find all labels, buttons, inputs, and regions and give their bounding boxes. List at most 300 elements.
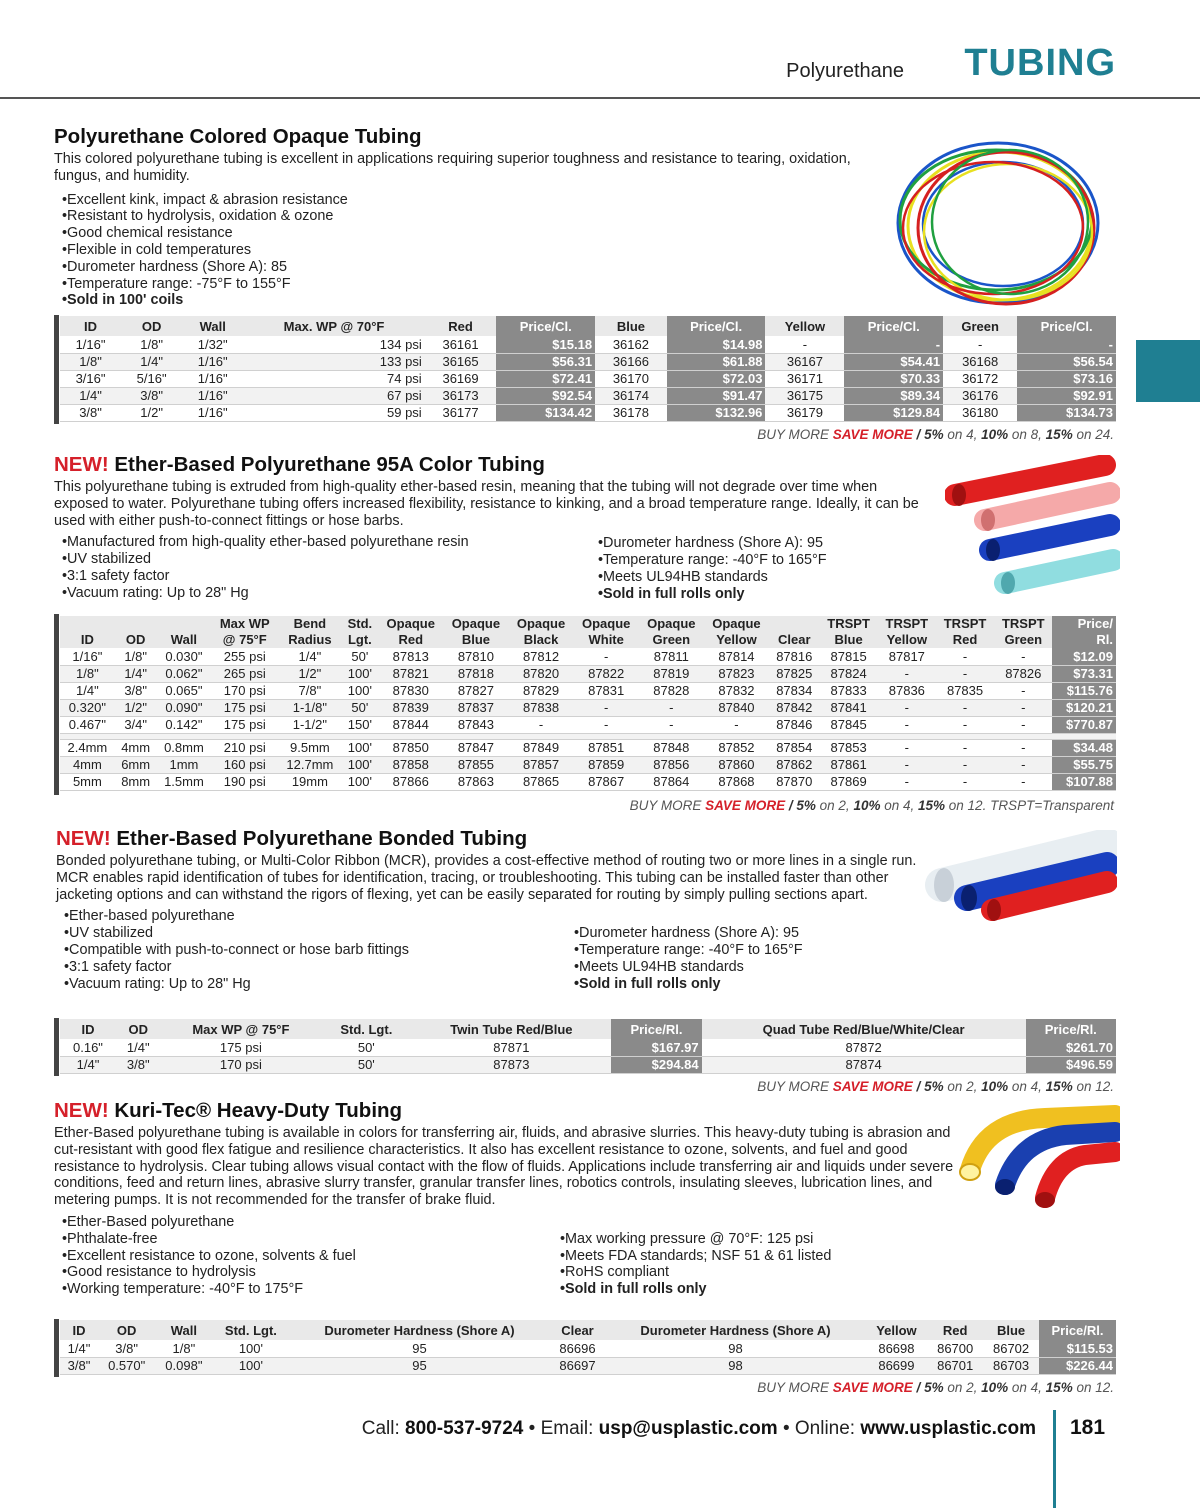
table-cell: - [878, 716, 936, 733]
table-cell: 1/4" [278, 648, 341, 665]
column-header: ID [60, 1019, 116, 1039]
table-cell: 87816 [769, 648, 819, 665]
table-cell: 87811 [639, 648, 704, 665]
table-cell: 1/4" [60, 387, 121, 404]
table-cell: 1/16" [60, 648, 115, 665]
table-cell: - [994, 739, 1052, 756]
table-cell: $120.21 [1052, 699, 1116, 716]
table-cell: 1/8" [115, 648, 157, 665]
table-cell: 175 psi [161, 1039, 322, 1056]
feature-list-right [560, 1231, 831, 1298]
table-cell: 1/8" [60, 353, 121, 370]
table-cell: 87855 [443, 756, 508, 773]
table-cell: $132.96 [667, 404, 766, 421]
table-cell: 87871 [411, 1039, 611, 1056]
table-cell: 1/16" [182, 404, 243, 421]
column-header: Price/Cl. [667, 316, 766, 336]
table-cell: 3/16" [60, 370, 121, 387]
promo-text-bold: 5% [924, 1380, 944, 1395]
column-header: Price/Rl. [1039, 1320, 1116, 1340]
table-cell: 1-1/8" [278, 699, 341, 716]
table-row [60, 716, 1116, 733]
feature-list [62, 192, 884, 310]
promo-text: on 12. TRSPT=Transparent [945, 798, 1114, 813]
column-header-top: Bend [278, 616, 341, 631]
table-cell: 86696 [550, 1340, 606, 1357]
promo-text-bold: / [785, 798, 797, 813]
column-header-top [115, 616, 157, 631]
table-cell: $73.16 [1017, 370, 1116, 387]
table-cell: $261.70 [1026, 1039, 1116, 1056]
bullet-item: • Temperature range: -40°F to 165°F [598, 552, 827, 569]
table-cell: - [878, 739, 936, 756]
promo-text-bold: 15% [1045, 1380, 1073, 1395]
page-subtitle: Polyurethane [786, 60, 904, 82]
table-cell: 74 psi [243, 370, 424, 387]
table-cell: 175 psi [211, 716, 278, 733]
table-cell: 87828 [639, 682, 704, 699]
column-header: Blue [443, 631, 508, 648]
table-cell: 87830 [378, 682, 443, 699]
table-cell: 0.8mm [157, 739, 212, 756]
table-cell: 87832 [704, 682, 769, 699]
table-cell: 98 [605, 1357, 865, 1374]
table-cell: $55.75 [1052, 756, 1116, 773]
promo-text: BUY MORE [757, 427, 833, 442]
table-cell: 87818 [443, 665, 508, 682]
table-cell: 87864 [639, 773, 704, 790]
table-cell: 1/32" [182, 336, 243, 353]
bullet-item: • Working temperature: -40°F to 175°F [62, 1281, 552, 1298]
column-header: Yellow [878, 631, 936, 648]
promo-text: on 4, [1008, 1380, 1046, 1395]
table-cell: 87847 [443, 739, 508, 756]
table-cell: 87825 [769, 665, 819, 682]
table-cell: 87829 [508, 682, 573, 699]
bullet-item: • Meets FDA standards; NSF 51 & 61 listed [560, 1248, 831, 1265]
table-cell: 87867 [574, 773, 639, 790]
bullet-item: • UV stabilized [64, 925, 566, 942]
promo-text: on 2, [943, 1079, 982, 1094]
column-header: Quad Tube Red/Blue/White/Clear [702, 1019, 1026, 1039]
section-title-text: Ether-Based Polyurethane 95A Color Tubing [108, 453, 545, 476]
table-cell: $115.53 [1039, 1340, 1116, 1357]
column-header: Max WP @ 75°F [161, 1019, 322, 1039]
table-cell: 1/16" [182, 353, 243, 370]
column-header: Std. Lgt. [321, 1019, 411, 1039]
table-cell: 87857 [508, 756, 573, 773]
bullet-item: • Vacuum rating: Up to 28" Hg [64, 976, 566, 993]
table-cell: - [704, 716, 769, 733]
table-cell: $54.41 [844, 353, 943, 370]
table-cell: 36168 [943, 353, 1017, 370]
table-cell: - [936, 699, 994, 716]
column-header: Red [936, 631, 994, 648]
table-cell: 0.467" [60, 716, 115, 733]
online-label: • Online: [777, 1418, 861, 1439]
table-cell: 36161 [425, 336, 497, 353]
table-cell: 87810 [443, 648, 508, 665]
table-cell: 87858 [378, 756, 443, 773]
new-badge: NEW! [54, 1099, 109, 1122]
table-cell: 190 psi [211, 773, 278, 790]
table-cell: 36169 [425, 370, 497, 387]
table-cell: - [994, 682, 1052, 699]
website-link[interactable]: www.usplastic.com [860, 1418, 1036, 1439]
table-cell: $92.54 [496, 387, 595, 404]
table-cell: 36170 [595, 370, 667, 387]
table-cell: 170 psi [161, 1056, 322, 1073]
column-header: Clear [769, 631, 819, 648]
table-cell: 36171 [765, 370, 844, 387]
column-header: White [574, 631, 639, 648]
table-cell: 175 psi [211, 699, 278, 716]
bullet-item: • UV stabilized [62, 551, 590, 568]
promo-text-bold: / [912, 1380, 925, 1395]
column-header-top [60, 616, 115, 631]
table-cell: 3/8" [115, 682, 157, 699]
table-cell: 87835 [936, 682, 994, 699]
table-cell: 87815 [820, 648, 878, 665]
table-cell: $61.88 [667, 353, 766, 370]
table-cell: 5/16" [121, 370, 182, 387]
table-cell: 87872 [702, 1039, 1026, 1056]
table-cell: - [878, 699, 936, 716]
table-cell: 87812 [508, 648, 573, 665]
table-row [60, 699, 1116, 716]
column-header-top: Std. [342, 616, 379, 631]
section-bonded-tubing [56, 826, 926, 992]
promo-text: on 4, [943, 427, 982, 442]
table-cell: 67 psi [243, 387, 424, 404]
table-row [60, 353, 1116, 370]
bullet-item: • Meets UL94HB standards [598, 569, 827, 586]
section-title-text: Kuri-Tec® Heavy-Duty Tubing [108, 1099, 403, 1122]
column-header: ID [60, 631, 115, 648]
table-cell: 255 psi [211, 648, 278, 665]
table-row [60, 648, 1116, 665]
table-cell: 50' [342, 648, 379, 665]
table-cell: 87866 [378, 773, 443, 790]
table-row [60, 682, 1116, 699]
table-cell: 3/8" [60, 1357, 98, 1374]
column-header: Twin Tube Red/Blue [411, 1019, 611, 1039]
table-cell: 2.4mm [60, 739, 115, 756]
bullet-item: • Durometer hardness (Shore A): 85 [62, 259, 884, 276]
table-cell: $15.18 [496, 336, 595, 353]
column-header-top: TRSPT [994, 616, 1052, 631]
table-cell: 0.090" [157, 699, 212, 716]
table-cell: - [1017, 336, 1116, 353]
promo-text: on 12. [1072, 1380, 1114, 1395]
table-cell: - [936, 648, 994, 665]
table-cell: 87827 [443, 682, 508, 699]
promo-text: on 4, [1008, 1079, 1046, 1094]
table-cell: 100' [342, 665, 379, 682]
table-row [60, 387, 1116, 404]
bullet-item: • Good resistance to hydrolysis [62, 1264, 552, 1281]
bullet-item: • Temperature range: -75°F to 155°F [62, 276, 884, 293]
table-row [60, 756, 1116, 773]
bullet-item: • Manufactured from high-quality ether-based polyurethane resin [62, 534, 590, 551]
section-description: Ether-Based polyurethane tubing is available in colors for transferring air, fluids, and abrasive slurries. This heavy-duty tubing is abrasion and cut-resistant with good flex fatigue and resilience characteristics. It also has excellent resistance to ozone, solvents, and fuel and good resistance to hydrolysis. Clear tubing allows visual contact with the flow of fluids. Applications include transferring air and liquids under severe conditions, feed and return lines, abrasive slurry transfer, granular transfer lines, robotics controls, insulating sleeves, lubrication lines, and metering pumps. It is not recommended for the transfer of brake fluid. [54, 1125, 954, 1209]
table-cell: 87813 [378, 648, 443, 665]
feature-list-right [574, 925, 803, 992]
column-header: Price/Cl. [844, 316, 943, 336]
bullet-item: • Ether-based polyurethane [64, 908, 566, 925]
table-cell: 150' [342, 716, 379, 733]
section-title [56, 826, 926, 852]
table-cell: - [878, 665, 936, 682]
promo-text-bold: 15% [918, 798, 946, 813]
promo-text: BUY MORE [629, 798, 706, 813]
column-header: OD [116, 1019, 161, 1039]
table-cell: 87874 [702, 1056, 1026, 1073]
table-opaque-tubing [60, 316, 1116, 422]
table-cell: 87845 [820, 716, 878, 733]
column-header-top: TRSPT [820, 616, 878, 631]
column-header: Durometer Hardness (Shore A) [605, 1320, 865, 1340]
section-tab [1136, 340, 1200, 402]
section-title: Polyurethane Colored Opaque Tubing [54, 125, 422, 148]
table-cell: - [844, 336, 943, 353]
table-cell: 86703 [983, 1357, 1039, 1374]
table-cell: 100' [212, 1357, 289, 1374]
table-cell: $73.31 [1052, 665, 1116, 682]
table-cell: 3/8" [116, 1056, 161, 1073]
table-cell: 50' [321, 1039, 411, 1056]
table-cell: 100' [342, 682, 379, 699]
table-cell: 1/2" [115, 699, 157, 716]
promo-text: on 4, [880, 798, 918, 813]
table-cell: 87869 [820, 773, 878, 790]
table-cell: 36166 [595, 353, 667, 370]
table-cell: 87846 [769, 716, 819, 733]
table-cell: 87834 [769, 682, 819, 699]
column-header-top: Max WP [211, 616, 278, 631]
feature-list-left [62, 1214, 552, 1298]
table-cell: $34.48 [1052, 739, 1116, 756]
section-description: This polyurethane tubing is extruded from high-quality ether-based resin, meaning that the tubing will not degrade over time when exposed to water. Polyurethane tubing offers increased flexibility, resistance to kinking, and a broad temperature range. Ideally, it can be used with either push-to-connect fittings or hose barbs. [54, 479, 919, 529]
table-cell: 170 psi [211, 682, 278, 699]
table-cell: $167.97 [611, 1039, 701, 1056]
table-cell: 87833 [820, 682, 878, 699]
table-cell: 86699 [866, 1357, 928, 1374]
column-header: Green [994, 631, 1052, 648]
table-cell: - [878, 773, 936, 790]
table-row [60, 336, 1116, 353]
table-cell: 1-1/2" [278, 716, 341, 733]
table-cell: 87865 [508, 773, 573, 790]
promo-highlight: SAVE MORE [705, 798, 786, 813]
volume-discount-note [757, 427, 1114, 442]
table-cell: - [943, 336, 1017, 353]
table-cell: 0.320" [60, 699, 115, 716]
promo-text-bold: 15% [1045, 427, 1073, 442]
footer-divider [1053, 1410, 1056, 1508]
table-row [60, 739, 1116, 756]
table-cell: 87826 [994, 665, 1052, 682]
column-header: Blue [983, 1320, 1039, 1340]
table-cell: - [936, 773, 994, 790]
table-cell: 87843 [443, 716, 508, 733]
table-cell: 36180 [943, 404, 1017, 421]
table-cell: $14.98 [667, 336, 766, 353]
bullet-item: • Excellent kink, impact & abrasion resistance [62, 192, 884, 209]
coiled-tubing-image [888, 128, 1118, 318]
heavy-duty-tubing-image [955, 1100, 1120, 1210]
table-cell: 87862 [769, 756, 819, 773]
table-cell: - [765, 336, 844, 353]
table-cell: 1/2" [121, 404, 182, 421]
table-cell: 210 psi [211, 739, 278, 756]
feature-list-left [62, 534, 590, 602]
table-cell: 1/16" [182, 387, 243, 404]
table-cell: - [878, 756, 936, 773]
table-cell: 1/16" [60, 336, 121, 353]
table-cell: 36179 [765, 404, 844, 421]
column-header: OD [115, 631, 157, 648]
table-cell: 87868 [704, 773, 769, 790]
table-cell: 4mm [60, 756, 115, 773]
header-divider [0, 97, 1200, 99]
table-bonded-tubing [60, 1019, 1116, 1074]
promo-highlight: SAVE MORE [832, 1380, 913, 1395]
table-cell: 50' [342, 699, 379, 716]
page-number: 181 [1070, 1416, 1106, 1439]
table-cell: 36172 [943, 370, 1017, 387]
table-cell: - [508, 716, 573, 733]
bullet-item: • Sold in full rolls only [598, 586, 827, 603]
table-cell: $72.41 [496, 370, 595, 387]
table-cell: 3/8" [60, 404, 121, 421]
promo-text-bold: 15% [1045, 1079, 1073, 1094]
table-cell: 100' [342, 756, 379, 773]
table-cell: 87873 [411, 1056, 611, 1073]
table-cell: 100' [342, 773, 379, 790]
section-opaque-tubing [54, 124, 884, 309]
table-cell: - [936, 665, 994, 682]
table-cell: 1/16" [182, 370, 243, 387]
table-cell: 87814 [704, 648, 769, 665]
promo-text: on 2, [815, 798, 854, 813]
table-cell: $91.47 [667, 387, 766, 404]
table-row [60, 773, 1116, 790]
column-header: OD [98, 1320, 155, 1340]
table-cell: 87823 [704, 665, 769, 682]
email-link[interactable]: usp@usplastic.com [598, 1418, 778, 1439]
table-cell: 87821 [378, 665, 443, 682]
table-cell: 0.062" [157, 665, 212, 682]
table-cell: 3/8" [98, 1340, 155, 1357]
table-cell: 36162 [595, 336, 667, 353]
promo-text-bold: 5% [924, 1079, 944, 1094]
table-cell: 87817 [878, 648, 936, 665]
table-cell: 86698 [866, 1340, 928, 1357]
volume-discount-note [630, 798, 1114, 813]
table-cell: 3/8" [121, 387, 182, 404]
table-cell: - [994, 648, 1052, 665]
table-row [60, 370, 1116, 387]
table-cell: 87850 [378, 739, 443, 756]
column-header-top: TRSPT [878, 616, 936, 631]
section-kuritec-tubing [54, 1098, 964, 1298]
table-cell: 100' [342, 739, 379, 756]
table-cell: 87849 [508, 739, 573, 756]
table-cell: 36176 [943, 387, 1017, 404]
table-cell: - [639, 716, 704, 733]
table-cell: 87856 [639, 756, 704, 773]
table-cell: 1/2" [278, 665, 341, 682]
column-header: Durometer Hardness (Shore A) [289, 1320, 549, 1340]
column-header: Yellow [866, 1320, 928, 1340]
column-header: Wall [155, 1320, 212, 1340]
table-cell: $107.88 [1052, 773, 1116, 790]
table-cell: 160 psi [211, 756, 278, 773]
new-badge: NEW! [54, 453, 109, 476]
table-cell: 19mm [278, 773, 341, 790]
table-cell: $92.91 [1017, 387, 1116, 404]
table-cell: $226.44 [1039, 1357, 1116, 1374]
column-header: Wall [157, 631, 212, 648]
column-header: Green [639, 631, 704, 648]
section-title-text: Ether-Based Polyurethane Bonded Tubing [110, 827, 528, 850]
bullet-item: • Good chemical resistance [62, 225, 884, 242]
table-cell: $56.31 [496, 353, 595, 370]
bullet-item: • Durometer hardness (Shore A): 95 [598, 535, 827, 552]
table-cell: 1/4" [60, 1340, 98, 1357]
table-cell: 87859 [574, 756, 639, 773]
section-95a-tubing [54, 452, 934, 603]
section-description: This colored polyurethane tubing is excellent in applications requiring superior toughness and resistance to tearing, oxidation, fungus, and humidity. [54, 151, 851, 184]
column-header: Wall [182, 316, 243, 336]
phone-number[interactable]: 800-537-9724 [405, 1418, 524, 1439]
table-kuritec-tubing [60, 1320, 1116, 1375]
column-header: Radius [278, 631, 341, 648]
table-cell: 0.030" [157, 648, 212, 665]
bullet-item: • Resistant to hydrolysis, oxidation & ozone [62, 208, 884, 225]
table-cell: - [639, 699, 704, 716]
column-header-top [157, 616, 212, 631]
column-header-top: Opaque [704, 616, 769, 631]
table-cell: 0.570" [98, 1357, 155, 1374]
column-header-top [769, 616, 819, 631]
page-title: TUBING [964, 42, 1116, 84]
table-row [60, 665, 1116, 682]
table-cell: - [936, 756, 994, 773]
table-cell: 87852 [704, 739, 769, 756]
promo-highlight: SAVE MORE [832, 427, 913, 442]
table-cell: 87851 [574, 739, 639, 756]
table-cell: 1/4" [60, 682, 115, 699]
table-cell: 87860 [704, 756, 769, 773]
table-cell: 134 psi [243, 336, 424, 353]
table-cell: 87861 [820, 756, 878, 773]
column-header: Price/Rl. [611, 1019, 701, 1039]
column-header: Green [943, 316, 1017, 336]
column-header: Blue [595, 316, 667, 336]
column-header-top: Opaque [508, 616, 573, 631]
bullet-item: • Phthalate-free [62, 1231, 552, 1248]
table-cell: 133 psi [243, 353, 424, 370]
bullet-item: • Compatible with push-to-connect or hose barb fittings [64, 942, 566, 959]
bullet-item: • RoHS compliant [560, 1264, 831, 1281]
table-cell: $89.34 [844, 387, 943, 404]
table-cell: 87842 [769, 699, 819, 716]
column-header: OD [121, 316, 182, 336]
promo-text-bold: 10% [981, 427, 1009, 442]
table-cell: 87839 [378, 699, 443, 716]
